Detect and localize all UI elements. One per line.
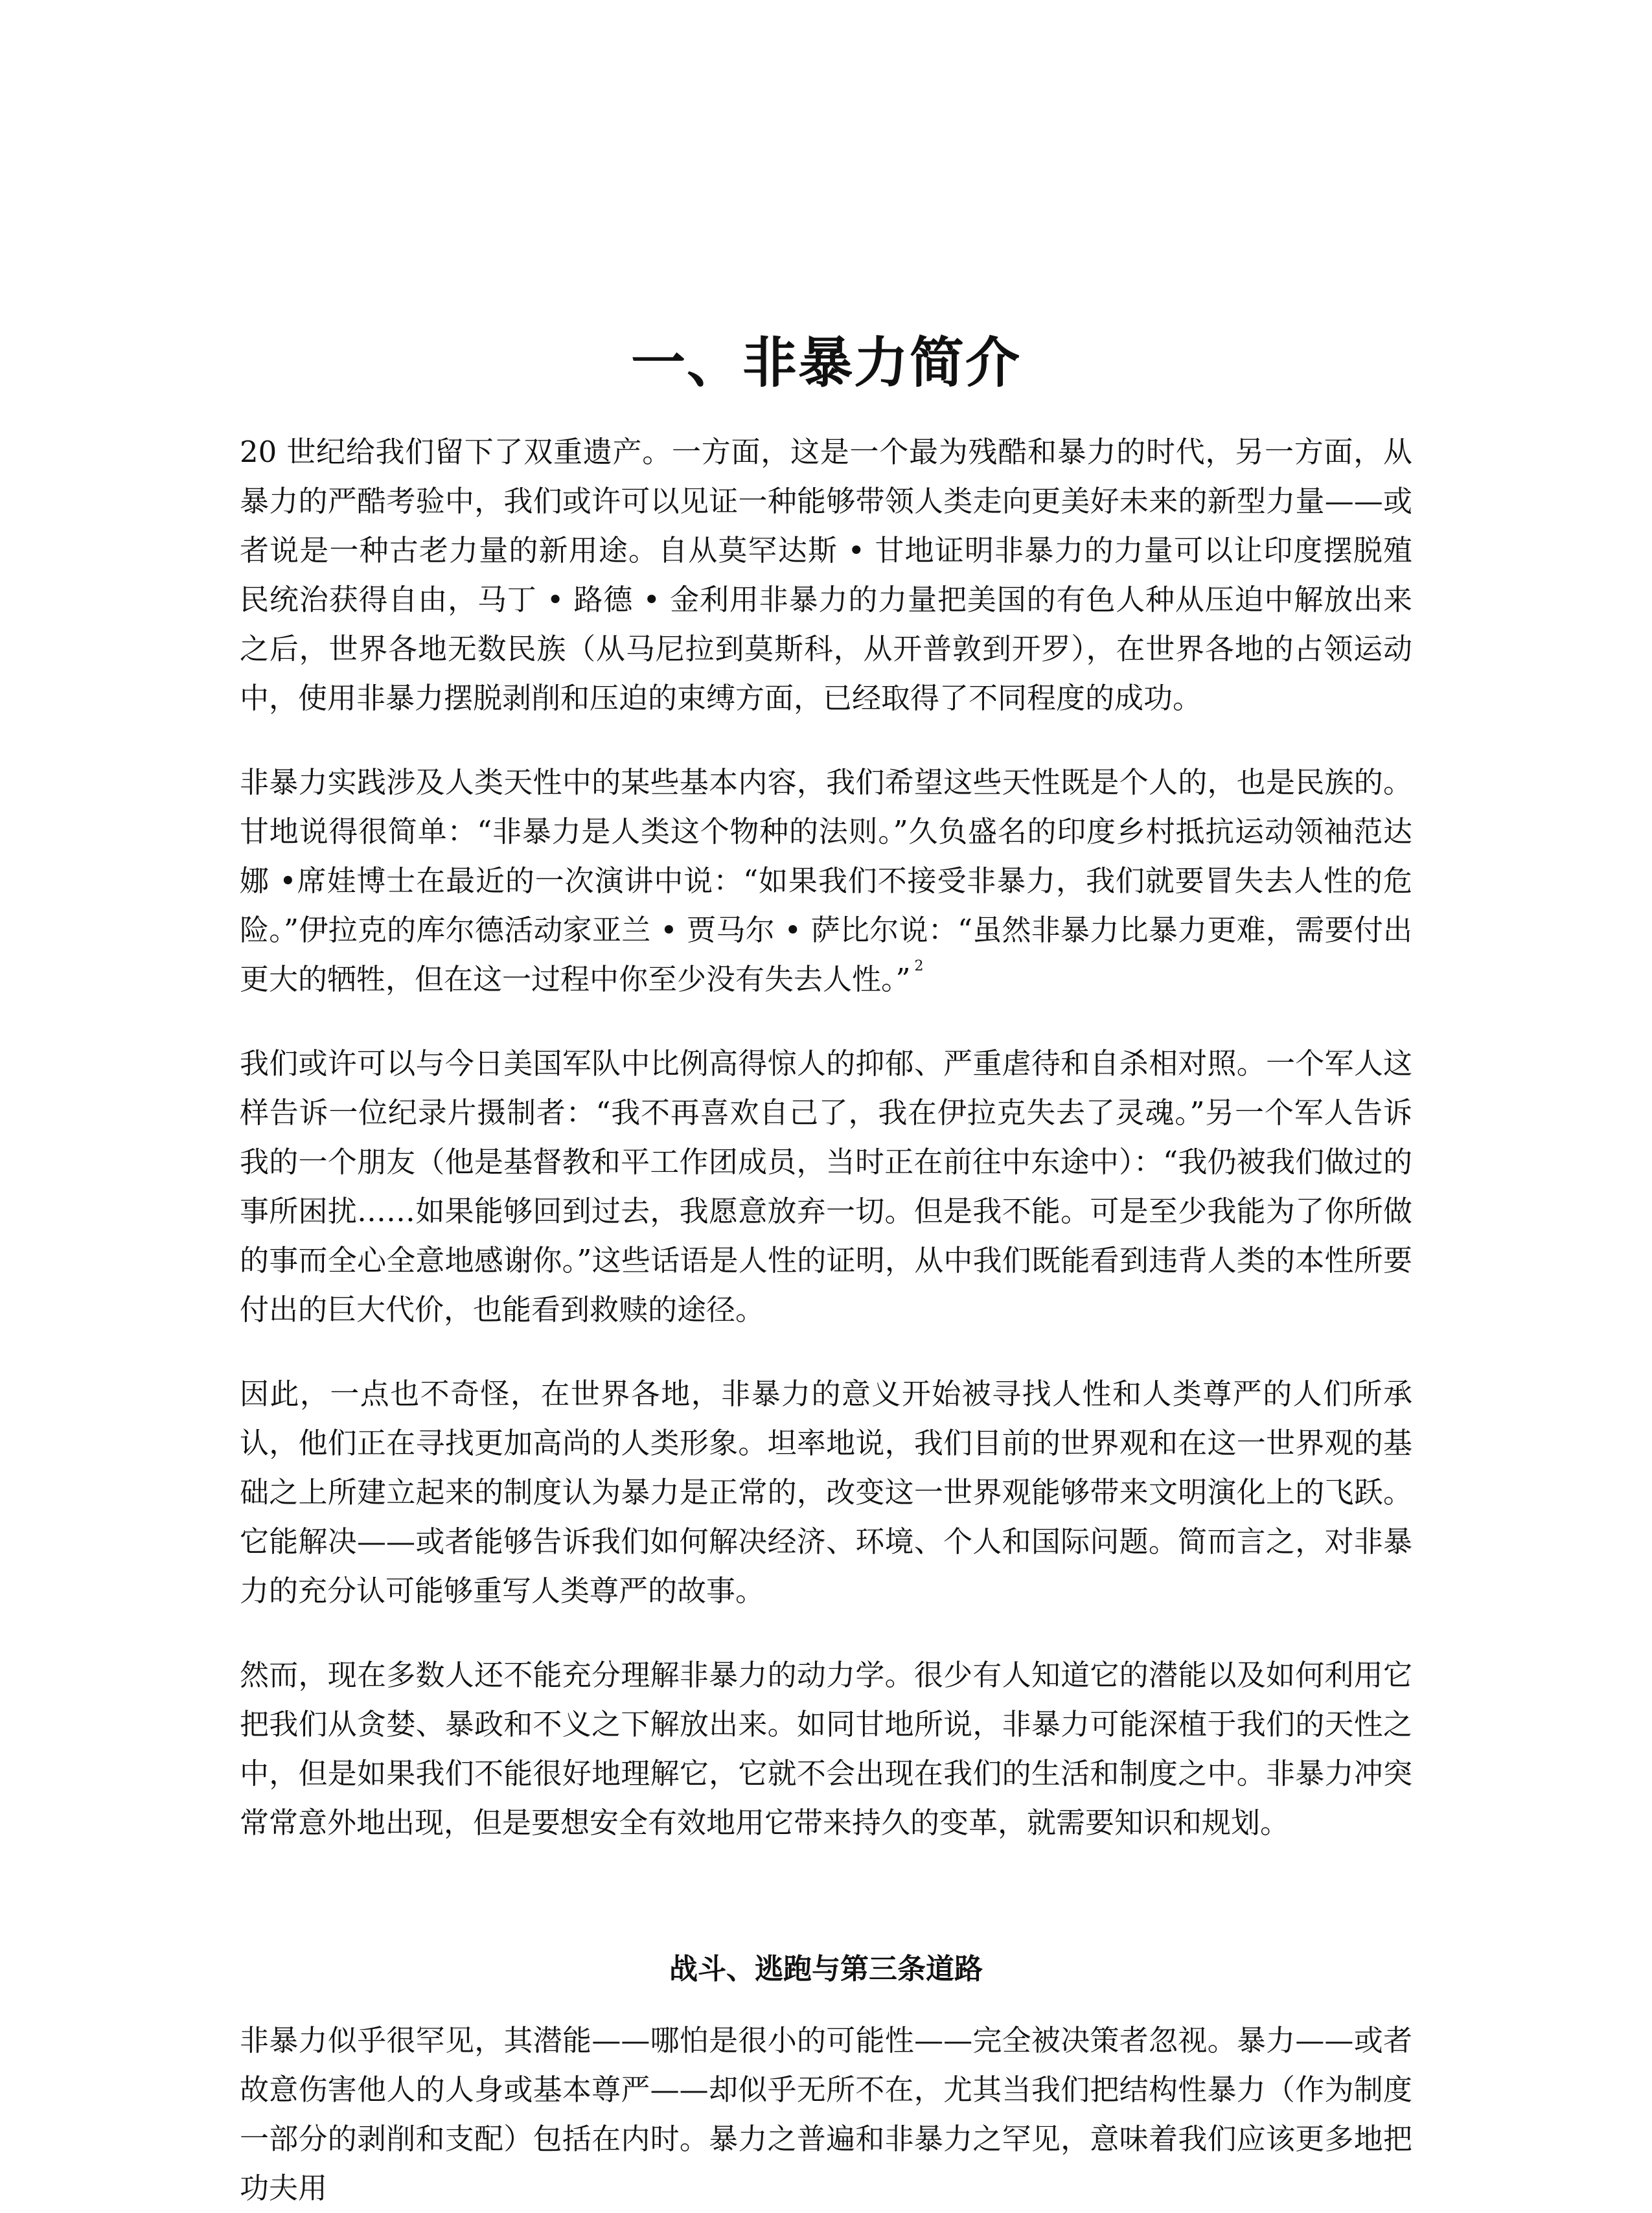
- paragraph-4: 因此，一点也不奇怪，在世界各地，非暴力的意义开始被寻找人性和人类尊严的人们所承认，他们正在寻找更加高尚的人类形象。坦率地说，我们目前的世界观和在这一世界观的基础之上所建立起来的制度认为暴力是正常的，改变这一世界观能够带来文明演化上的飞跃。它能解决——或者能够告诉我们如何解决经济、环境、个人和国际问题。简而言之，对非暴力的充分认可能够重写人类尊严的故事。: [240, 1377, 1412, 1608]
- paragraph-1: 20 世纪给我们留下了双重遗产。一方面，这是一个最为残酷和暴力的时代，另一方面，从暴力的严酷考验中，我们或许可以见证一种能够带领人类走向更美好未来的新型力量——或者说是一种古老力量的新用途。自从莫罕达斯 • 甘地证明非暴力的力量可以让印度摆脱殖民统治获得自由，马丁 • 路德 • 金利用非暴力的力量把美国的有色人种从压迫中解放出来之后，世界各地无数民族（从马尼拉到莫斯科，从开普敦到开罗），在世界各地的占领运动中，使用非暴力摆脱剥削和压迫的束缚方面，已经取得了不同程度的成功。: [240, 435, 1412, 715]
- paragraph-5: 然而，现在多数人还不能充分理解非暴力的动力学。很少有人知道它的潜能以及如何利用它把我们从贪婪、暴政和不义之下解放出来。如同甘地所说，非暴力可能深植于我们的天性之中，但是如果我们不能很好地理解它，它就不会出现在我们的生活和制度之中。非暴力冲突常常意外地出现，但是要想安全有效地用它带来持久的变革，就需要知识和规划。: [240, 1658, 1412, 1840]
- document-page: [240, 324, 1412, 2213]
- section-paragraph-1: 非暴力似乎很罕见，其潜能——哪怕是很小的可能性——完全被决策者忽视。暴力——或者故意伤害他人的人身或基本尊严——却似乎无所不在，尤其当我们把结构性暴力（作为制度一部分的剥削和支配）包括在内时。暴力之普遍和非暴力之罕见，意味着我们应该更多地把功夫用: [240, 2023, 1412, 2205]
- paragraph-2: [240, 758, 1412, 1004]
- chapter-title: 一、非暴力简介: [630, 331, 1021, 395]
- paragraph-2-text: 非暴力实践涉及人类天性中的某些基本内容，我们希望这些天性既是个人的，也是民族的。甘地说得很简单：“非暴力是人类这个物种的法则。”久负盛名的印度乡村抵抗运动领袖范达娜 •席娃博士在最近的一次演讲中说：“如果我们不接受非暴力，我们就要冒失去人性的危险。”伊拉克的库尔德活动家亚兰 • 贾马尔 • 萨比尔说：“虽然非暴力比暴力更难，需要付出更大的牺牲，但在这一过程中你至少没有失去人性。”: [240, 765, 1412, 996]
- section-heading: 战斗、逃跑与第三条道路: [669, 1953, 983, 1986]
- footnote-marker: 2: [914, 958, 924, 974]
- paragraph-3: 我们或许可以与今日美国军队中比例高得惊人的抑郁、严重虐待和自杀相对照。一个军人这样告诉一位纪录片摄制者：“我不再喜欢自己了，我在伊拉克失去了灵魂。”另一个军人告诉我的一个朋友（他是基督教和平工作团成员，当时正在前往中东途中）：“我仍被我们做过的事所困扰……如果能够回到过去，我愿意放弃一切。但是我不能。可是至少我能为了你所做的事而全心全意地感谢你。”这些话语是人性的证明，从中我们既能看到违背人类的本性所要付出的巨大代价，也能看到救赎的途径。: [240, 1046, 1412, 1327]
